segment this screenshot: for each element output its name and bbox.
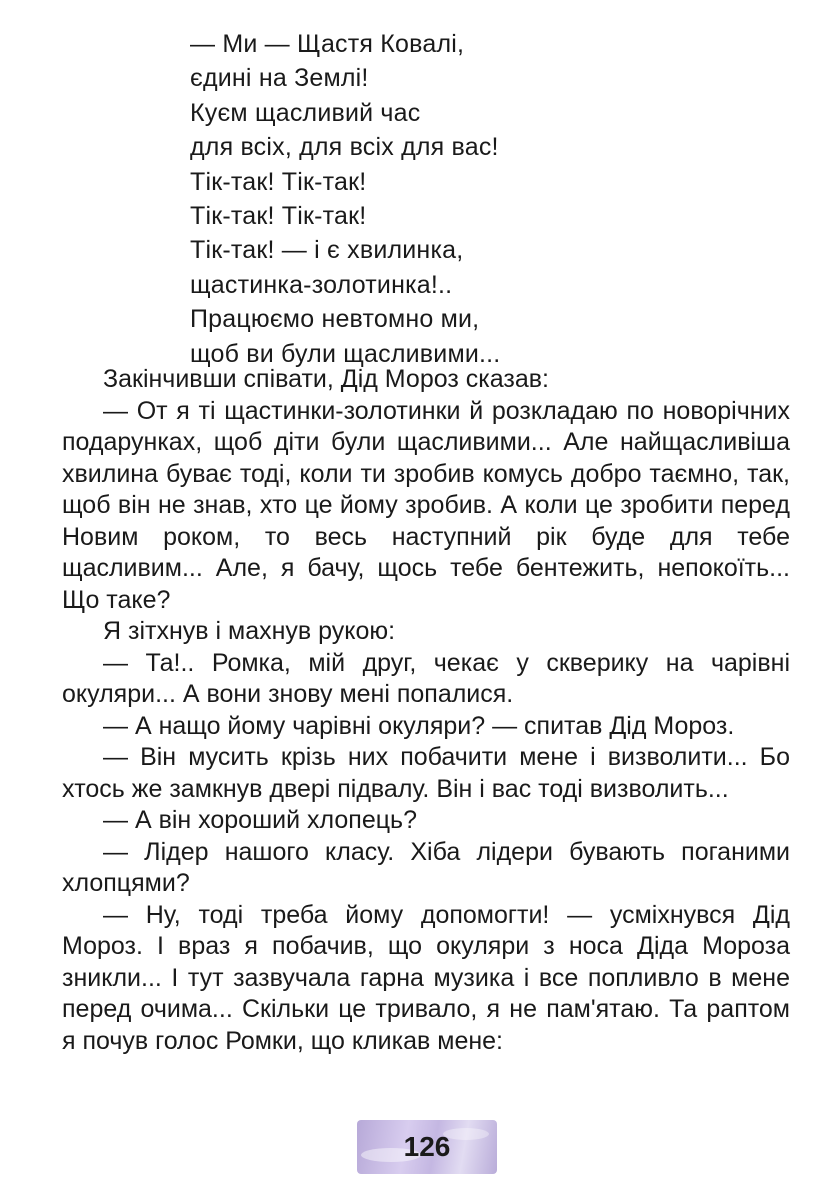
- story-text: [62, 364, 790, 1057]
- verse-line: єдині на Землі!: [190, 64, 369, 93]
- verse-line: щастинка-золотинка!..: [190, 270, 453, 299]
- paragraph: — А нащо йому чарівні окуляри? — спитав Дід Мороз.: [103, 711, 735, 740]
- verse-line: для всіх, для всіх для вас!: [190, 133, 499, 162]
- paragraph: — От я ті щастинки-золотинки й розкладаю по новорічних подарунках, щоб діти були щасливими... Але найщасливіша хвилина буває тоді, коли ти зробив комусь добро таємно, так, щоб він не знав, хто це йому зробив. А коли це зробити перед Новим роком, то весь наступний рік буде для тебе щасливим... Але, я бачу, щось тебе бентежить, непокоїть... Що таке?: [62, 396, 790, 614]
- paragraph: — Ну, тоді треба йому допомогти! — усміхнувся Дід Мороз. І враз я побачив, що окуляри з носа Діда Мороза зникли... І тут зазвучала гарна музика і все попливло в мене перед очима... Скільки це тривало, я не пам'ятаю. Та раптом я почув голос Ромки, що кликав мене:: [62, 900, 790, 1055]
- verse-line: Тік-так! — і є хвилинка,: [190, 236, 464, 265]
- verse-line: Тік-так! Тік-так!: [190, 202, 367, 231]
- verse-line: щоб ви були щасливими...: [190, 339, 501, 368]
- paragraph: — Та!.. Ромка, мій друг, чекає у скверику на чарівні окуляри... А вони знову мені попалися.: [62, 648, 790, 708]
- paragraph: — А він хороший хлопець?: [103, 806, 417, 834]
- paragraph: Закінчивши співати, Дід Мороз сказав:: [103, 365, 549, 393]
- paragraph: Я зітхнув і махнув рукою:: [103, 617, 396, 645]
- page-number-badge: [357, 1120, 497, 1174]
- verse-line: — Ми — Щастя Ковалі,: [190, 30, 465, 58]
- paragraph: — Він мусить крізь них побачити мене і визволити... Бо хтось же замкнув двері підвалу. Він і вас тоді визволить...: [62, 743, 790, 803]
- paragraph: — Лідер нашого класу. Хіба лідери бувають поганими хлопцями?: [62, 837, 790, 897]
- verse-line: Куєм щасливий час: [190, 98, 421, 127]
- verse-line: Працюємо невтомно ми,: [190, 305, 480, 334]
- song-verse: [190, 27, 500, 371]
- page-number: 126: [403, 1131, 451, 1162]
- verse-line: Тік-так! Тік-так!: [190, 167, 367, 196]
